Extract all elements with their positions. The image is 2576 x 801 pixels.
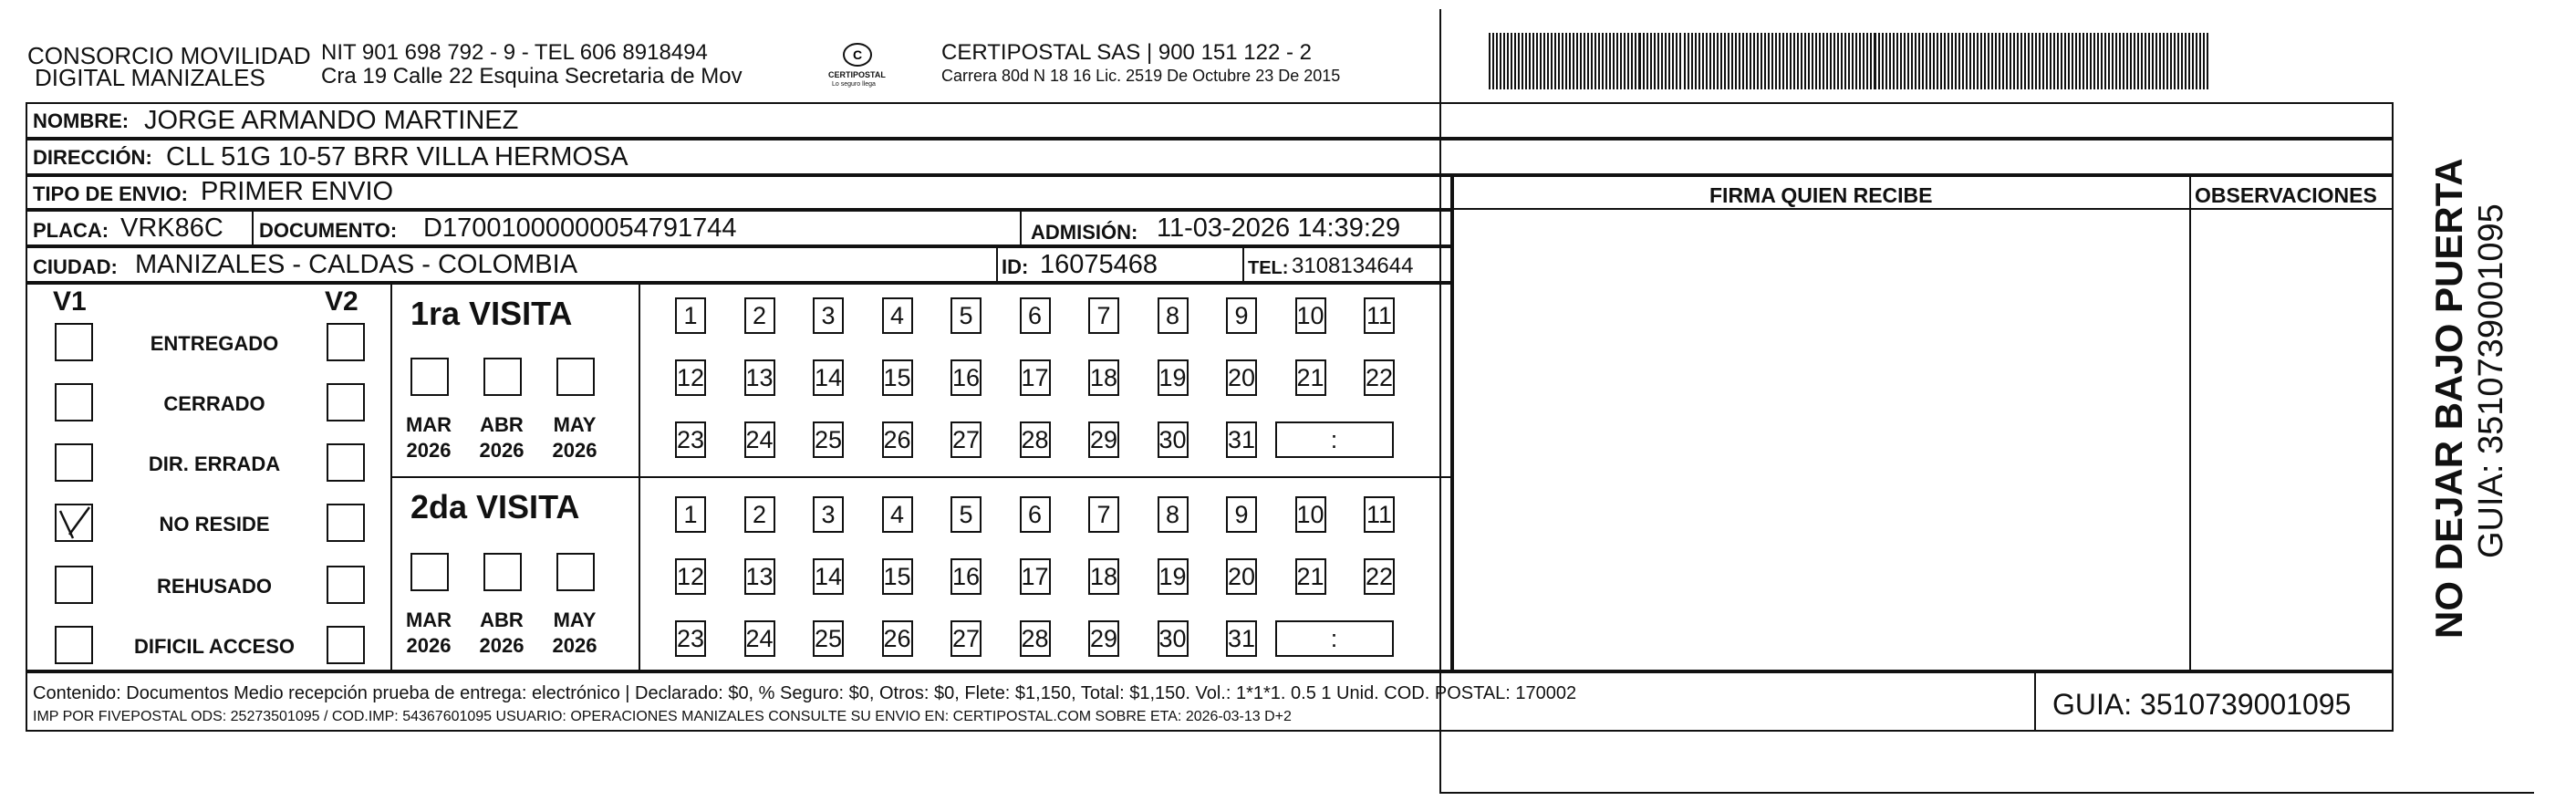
visit2-day-box[interactable]: 22 — [1364, 558, 1395, 595]
company-address: Cra 19 Calle 22 Esquina Secretaria de Mov — [321, 64, 743, 88]
visit1-day-box[interactable]: 30 — [1158, 421, 1189, 458]
direccion-value: CLL 51G 10-57 BRR VILLA HERMOSA — [166, 142, 628, 172]
v2-checkbox[interactable] — [327, 504, 365, 542]
footer-guia: GUIA: 3510739001095 — [2052, 688, 2352, 721]
visit2-day-box[interactable]: 18 — [1088, 558, 1119, 595]
v2-checkbox[interactable] — [327, 626, 365, 664]
visit2-day-box[interactable]: 2 — [744, 496, 775, 533]
tipo-label: TIPO DE ENVIO: — [33, 182, 188, 205]
month-year: 2026 — [406, 438, 452, 462]
company-name-line1: CONSORCIO MOVILIDAD — [27, 42, 311, 69]
visit2-day-box[interactable]: 24 — [744, 620, 775, 657]
svg-text:C: C — [852, 47, 863, 62]
v1-checkbox[interactable] — [55, 323, 93, 361]
status-label: CERRADO — [163, 392, 265, 415]
visit1-month-checkbox[interactable] — [556, 358, 595, 396]
visit1-day-box[interactable]: 27 — [950, 421, 982, 458]
visit2-month-checkbox[interactable] — [410, 553, 449, 591]
v1-checkbox[interactable] — [55, 443, 93, 482]
courier-license: Carrera 80d N 18 16 Lic. 2519 De Octubre 23 De 2015 — [941, 67, 1341, 85]
check-mark-icon — [57, 505, 95, 544]
visit1-day-box[interactable]: 23 — [675, 421, 706, 458]
visit2-day-box[interactable]: 31 — [1226, 620, 1257, 657]
visit1-day-box[interactable]: 5 — [950, 297, 982, 334]
visit1-month-checkbox[interactable] — [483, 358, 522, 396]
second-visit-title: 2da VISITA — [410, 488, 580, 525]
visit2-day-box[interactable]: 12 — [675, 558, 706, 595]
visit1-day-box[interactable]: 2 — [744, 297, 775, 334]
footer-print-info: IMP POR FIVEPOSTAL ODS: 25273501095 / COD.IMP: 54367601095 USUARIO: OPERACIONES MANIZALES CONSULTE SU ENVIO EN: CERTIPOSTAL.COM SOBRE ETA: 2026-03-13 D+2 — [33, 709, 1292, 724]
visit1-day-box[interactable]: 28 — [1020, 421, 1051, 458]
id-label: ID: — [1002, 255, 1029, 278]
visit1-month-checkbox[interactable] — [410, 358, 449, 396]
visit-divider — [390, 476, 1452, 478]
visit1-day-box[interactable]: 9 — [1226, 297, 1257, 334]
company-name-line2: DIGITAL MANIZALES — [35, 64, 265, 91]
signature-field[interactable] — [1454, 210, 2187, 670]
divider — [2034, 671, 2036, 732]
nombre-value: JORGE ARMANDO MARTINEZ — [144, 106, 519, 135]
visit2-time-box[interactable]: : — [1275, 620, 1394, 657]
placa-label: PLACA: — [33, 219, 109, 242]
visit2-day-box[interactable]: 29 — [1088, 620, 1119, 657]
status-label: NO RESIDE — [159, 513, 270, 536]
logo-text: CERTIPOSTAL — [828, 70, 886, 79]
status-label: DIFICIL ACCESO — [133, 635, 295, 658]
visit2-day-box[interactable]: 10 — [1295, 496, 1326, 533]
admision-value: 11-03-2026 14:39:29 — [1157, 213, 1401, 243]
v1-checkbox[interactable] — [55, 566, 93, 604]
documento-value: D17001000000054791744 — [423, 213, 737, 243]
barcode — [1489, 33, 2218, 93]
admision-label: ADMISIÓN: — [1031, 221, 1138, 244]
visit1-day-box[interactable]: 11 — [1364, 297, 1395, 334]
footer-content: Contenido: Documentos Medio recepción prueba de entrega: electrónico | Declarado: $0, % Seguro: $0, Otros: $0, Flete: $1,150, Total: $1,150. Vol.: 1*1*1. 0.5 1 Unid. COD. POSTAL: 170002 — [33, 683, 1577, 703]
visit1-day-box[interactable]: 7 — [1088, 297, 1119, 334]
status-label: DIR. ERRADA — [148, 453, 281, 475]
month-label — [401, 412, 456, 463]
divider — [996, 246, 998, 283]
visit2-day-box[interactable]: 23 — [675, 620, 706, 657]
visit2-day-box[interactable]: 13 — [744, 558, 775, 595]
month-name: ABR — [480, 609, 524, 631]
month-year: 2026 — [479, 633, 525, 657]
v2-checkbox[interactable] — [327, 443, 365, 482]
divider — [252, 210, 254, 246]
visit2-day-box[interactable]: 6 — [1020, 496, 1051, 533]
month-name: MAY — [553, 413, 597, 436]
visit2-day-box[interactable]: 30 — [1158, 620, 1189, 657]
v2-checkbox[interactable] — [327, 566, 365, 604]
visit2-day-box[interactable]: 17 — [1020, 558, 1051, 595]
visit1-day-box[interactable]: 31 — [1226, 421, 1257, 458]
visit2-day-box[interactable]: 7 — [1088, 496, 1119, 533]
v2-label: V2 — [325, 286, 358, 317]
direccion-label: DIRECCIÓN: — [33, 146, 152, 169]
month-label — [474, 608, 529, 658]
nombre-label: NOMBRE: — [33, 109, 130, 132]
month-name: ABR — [480, 413, 524, 436]
ciudad-value: MANIZALES - CALDAS - COLOMBIA — [135, 250, 578, 279]
visit1-day-box[interactable]: 1 — [675, 297, 706, 334]
certipostal-logo — [821, 36, 894, 91]
visit1-day-box[interactable]: 20 — [1226, 359, 1257, 396]
visit2-day-box[interactable]: 11 — [1364, 496, 1395, 533]
month-name: MAR — [405, 609, 452, 631]
logo-subtext: Lo seguro llega — [832, 81, 876, 88]
visit1-day-box[interactable]: 6 — [1020, 297, 1051, 334]
month-year: 2026 — [406, 633, 452, 657]
month-label — [401, 608, 456, 658]
visit1-day-box[interactable]: 3 — [813, 297, 844, 334]
month-year: 2026 — [552, 438, 597, 462]
divider — [1020, 210, 1022, 246]
visit1-day-box[interactable]: 17 — [1020, 359, 1051, 396]
v1-label: V1 — [53, 286, 87, 317]
visit2-day-box[interactable]: 14 — [813, 558, 844, 595]
v1-checkbox[interactable] — [55, 504, 93, 542]
v1-checkbox[interactable] — [55, 383, 93, 421]
month-name: MAR — [405, 413, 452, 436]
v2-checkbox[interactable] — [327, 383, 365, 421]
visit1-day-box[interactable]: 22 — [1364, 359, 1395, 396]
no-dejar-warning: NO DEJAR BAJO PUERTA — [2427, 158, 2470, 639]
visit2-day-box[interactable]: 26 — [882, 620, 913, 657]
visit2-day-box[interactable]: 1 — [675, 496, 706, 533]
bottom-rule — [1439, 792, 2534, 794]
visit1-day-box[interactable]: 10 — [1295, 297, 1326, 334]
visit2-month-checkbox[interactable] — [556, 553, 595, 591]
visit1-time-box[interactable]: : — [1275, 421, 1394, 458]
divider — [1242, 246, 1244, 283]
visit2-day-box[interactable]: 5 — [950, 496, 982, 533]
side-guia: GUIA: 3510739001095 — [2472, 203, 2510, 558]
visit2-day-box[interactable]: 16 — [950, 558, 982, 595]
month-label — [547, 608, 602, 658]
v1-checkbox[interactable] — [55, 626, 93, 664]
observaciones-label: OBSERVACIONES — [2195, 183, 2377, 207]
tel-label: TEL: — [1248, 258, 1289, 278]
month-year: 2026 — [552, 633, 597, 657]
status-label: ENTREGADO — [150, 332, 279, 355]
visit2-day-box[interactable]: 28 — [1020, 620, 1051, 657]
ciudad-label: CIUDAD: — [33, 255, 118, 278]
visit1-day-box[interactable]: 29 — [1088, 421, 1119, 458]
visit2-day-box[interactable]: 3 — [813, 496, 844, 533]
tel-value: 3108134644 — [1292, 254, 1414, 278]
visit1-day-box[interactable]: 15 — [882, 359, 913, 396]
firma-label: FIRMA QUIEN RECIBE — [1709, 183, 1933, 207]
visit1-day-box[interactable]: 12 — [675, 359, 706, 396]
company-nit: NIT 901 698 792 - 9 - TEL 606 8918494 — [321, 40, 708, 65]
month-label — [474, 412, 529, 463]
tipo-value: PRIMER ENVIO — [201, 177, 394, 206]
placa-value: VRK86C — [120, 213, 223, 243]
visit2-day-box[interactable]: 25 — [813, 620, 844, 657]
visit2-day-box[interactable]: 8 — [1158, 496, 1189, 533]
first-visit-title: 1ra VISITA — [410, 295, 573, 332]
v2-checkbox[interactable] — [327, 323, 365, 361]
visit2-day-box[interactable]: 4 — [882, 496, 913, 533]
visit1-day-box[interactable]: 13 — [744, 359, 775, 396]
visit1-day-box[interactable]: 8 — [1158, 297, 1189, 334]
visit1-day-box[interactable]: 14 — [813, 359, 844, 396]
visit2-day-box[interactable]: 27 — [950, 620, 982, 657]
visit2-day-box[interactable]: 20 — [1226, 558, 1257, 595]
month-name: MAY — [553, 609, 597, 631]
visit1-day-box[interactable]: 25 — [813, 421, 844, 458]
visit1-day-box[interactable]: 19 — [1158, 359, 1189, 396]
visit1-day-box[interactable]: 26 — [882, 421, 913, 458]
visit2-day-box[interactable]: 9 — [1226, 496, 1257, 533]
visit1-day-box[interactable]: 24 — [744, 421, 775, 458]
month-year: 2026 — [479, 438, 525, 462]
visit1-day-box[interactable]: 18 — [1088, 359, 1119, 396]
month-label — [547, 412, 602, 463]
visit2-month-checkbox[interactable] — [483, 553, 522, 591]
visit1-day-box[interactable]: 16 — [950, 359, 982, 396]
visit1-day-box[interactable]: 21 — [1295, 359, 1326, 396]
documento-label: DOCUMENTO: — [259, 219, 398, 242]
status-label: REHUSADO — [157, 575, 272, 598]
observations-field[interactable] — [2191, 210, 2392, 670]
courier-name: CERTIPOSTAL SAS | 900 151 122 - 2 — [941, 40, 1312, 65]
visit2-day-box[interactable]: 15 — [882, 558, 913, 595]
visit2-day-box[interactable]: 21 — [1295, 558, 1326, 595]
visit2-day-box[interactable]: 19 — [1158, 558, 1189, 595]
visit1-day-box[interactable]: 4 — [882, 297, 913, 334]
id-value: 16075468 — [1040, 250, 1158, 279]
